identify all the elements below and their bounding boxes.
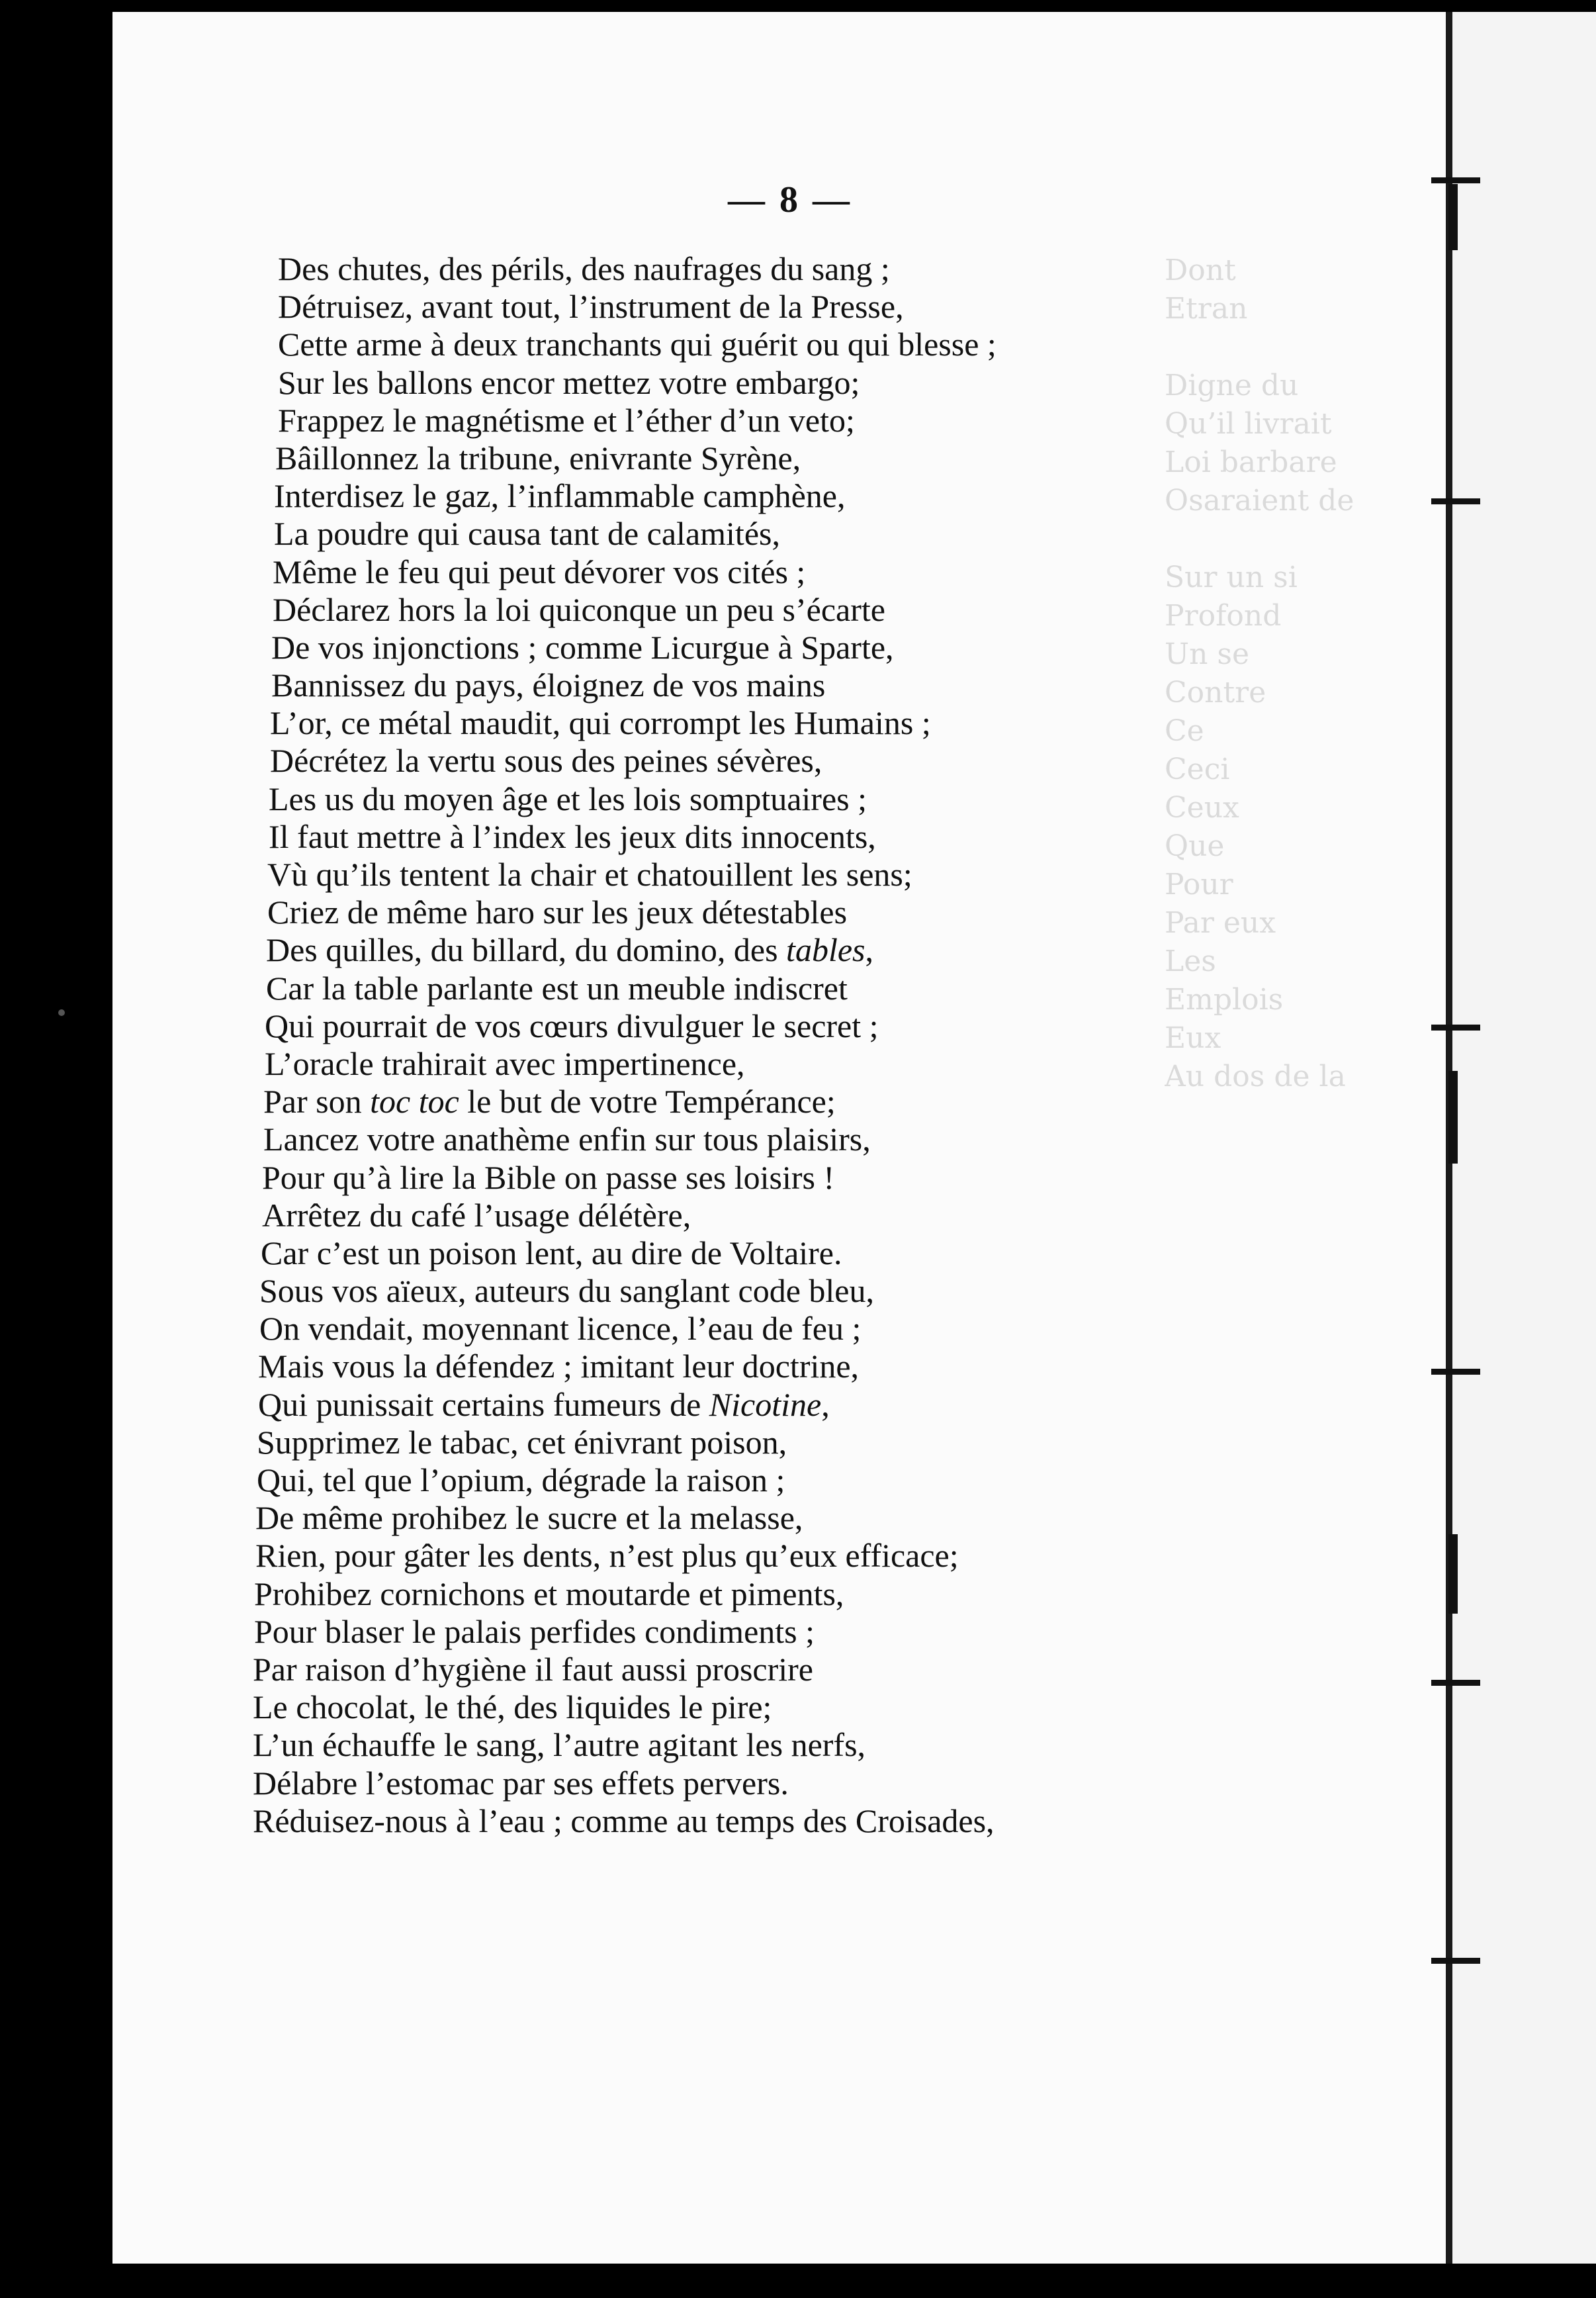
verse-line (259, 1272, 1270, 1310)
verse-line (257, 1424, 1270, 1461)
verse-line (278, 250, 1270, 288)
verse-segment: Cette arme à deux tranchants qui guérit ou qui blesse ; (278, 326, 997, 363)
binding-mark (1448, 1534, 1458, 1614)
binding-mark (1448, 184, 1458, 250)
verse-line (258, 1386, 1270, 1424)
verse-line (269, 818, 1270, 856)
bleed-through-line: Contre (1165, 676, 1266, 710)
verse-line (262, 1159, 1270, 1197)
verse-segment: Car la table parlante est un meuble indiscret (266, 969, 848, 1007)
bleed-through-line: Ceci (1165, 753, 1230, 786)
verse-segment: Il faut mettre à l’index les jeux dits innocents, (269, 817, 876, 855)
verse-line (270, 742, 1270, 780)
verse-segment: Réduisez-nous à l’eau ; comme au temps des Croisades, (253, 1802, 995, 1839)
verse-segment: Pour blaser le palais perfides condiments ; (254, 1612, 815, 1650)
verse-line (266, 931, 1270, 969)
verse-line (255, 1499, 1270, 1537)
verse-line (274, 477, 1270, 515)
verse-segment: Par raison d’hygiène il faut aussi proscrire (253, 1650, 813, 1688)
verse-segment: Bannissez du pays, éloignez de vos mains (271, 666, 826, 704)
verse-segment: L’un échauffe le sang, l’autre agitant les nerfs, (253, 1726, 866, 1764)
verse-line (278, 326, 1270, 363)
verse-line (267, 856, 1270, 894)
verse-segment: Sur les ballons encor mettez votre embargo; (278, 363, 860, 401)
verse-segment: La poudre qui causa tant de calamités, (274, 515, 780, 553)
verse-segment: Lancez votre anathème enfin sur tous plaisirs, (263, 1121, 871, 1158)
bleed-through-line: Loi barbare (1165, 445, 1337, 479)
bleed-through-line: Ce (1165, 714, 1204, 748)
verse-segment: Arrêtez du café l’usage délétère, (262, 1196, 691, 1234)
verse-segment: Des chutes, des périls, des naufrages du sang ; (278, 250, 890, 287)
bleed-through-line: Digne du (1165, 369, 1299, 402)
verse-segment: De même prohibez le sucre et la melasse, (255, 1499, 803, 1537)
bleed-through-line: Qu’il livrait (1165, 407, 1332, 441)
verse-line (271, 666, 1270, 704)
bleed-through-line: Emplois (1165, 983, 1284, 1017)
verse-segment: Sous vos aïeux, auteurs du sanglant code bleu, (259, 1272, 874, 1310)
verse-line (253, 1726, 1270, 1764)
binding-mark (1431, 1680, 1480, 1686)
verse-line (266, 970, 1270, 1007)
verse-line (253, 1802, 1270, 1840)
verse-segment: Frappez le magnétisme et l’éther d’un veto; (278, 401, 855, 439)
verse-segment: Qui punissait certains fumeurs de (258, 1385, 709, 1423)
verse-segment: Interdisez le gaz, l’inflammable camphène, (274, 477, 846, 515)
verse-segment: Bâillonnez la tribune, enivrante Syrène, (275, 439, 801, 477)
bleed-through-line: Dont (1165, 253, 1236, 287)
verse-segment: Criez de même haro sur les jeux détestables (267, 894, 848, 931)
verse-line (278, 402, 1270, 439)
binding-mark (1431, 1369, 1480, 1375)
verse-segment: Car c’est un poison lent, au dire de Voltaire. (261, 1234, 842, 1271)
binding-mark (1431, 498, 1480, 504)
verse-line (263, 1121, 1270, 1158)
bleed-through-line: Profond (1165, 599, 1282, 633)
binding-mark (1431, 1025, 1480, 1031)
verse-line (278, 364, 1270, 402)
verse-segment: Par son (263, 1083, 371, 1121)
verse-segment: Pour qu’à lire la Bible on passe ses loisirs ! (262, 1158, 835, 1196)
verse-segment: L’or, ce métal maudit, qui corrompt les Humains ; (270, 704, 931, 742)
verse-emphasis: Nicotine (709, 1385, 822, 1423)
verse-line (259, 1310, 1270, 1348)
poem-text (253, 250, 1270, 1840)
verse-segment: De vos injonctions ; comme Licurgue à Sparte, (271, 628, 894, 666)
page-number: — 8 — (728, 179, 852, 220)
verse-segment: Supprimez le tabac, cet énivrant poison, (257, 1423, 787, 1461)
bleed-through-line: Que (1165, 829, 1225, 863)
verse-line (265, 1045, 1270, 1083)
verse-line (254, 1575, 1270, 1613)
verse-line (253, 1651, 1270, 1688)
bleed-through-line: Pour (1165, 868, 1233, 901)
verse-line (278, 288, 1270, 326)
binding-mark (1431, 177, 1480, 183)
bleed-through-line: Etran (1165, 292, 1248, 326)
verse-segment: Décrétez la vertu sous des peines sévères, (270, 742, 822, 780)
verse-line (253, 1688, 1270, 1726)
verse-line (262, 1197, 1270, 1234)
verse-segment: Vù qu’ils tentent la chair et chatouillent les sens; (267, 856, 912, 893)
bleed-through-line: Les (1165, 944, 1216, 978)
verse-segment: On vendait, moyennant licence, l’eau de feu ; (259, 1310, 862, 1348)
verse-line (271, 629, 1270, 666)
verse-segment: , (865, 931, 873, 969)
adjacent-page-edge (1446, 12, 1596, 2264)
verse-line (254, 1613, 1270, 1651)
verse-segment: Des quilles, du billard, du domino, des (266, 931, 787, 969)
verse-line (265, 1007, 1270, 1045)
verse-line (258, 1348, 1270, 1385)
verse-segment: Qui, tel que l’opium, dégrade la raison ; (257, 1461, 785, 1498)
verse-segment: Rien, pour gâter les dents, n’est plus qu’eux efficace; (255, 1537, 959, 1575)
verse-segment: Qui pourrait de vos cœurs divulguer le secret ; (265, 1007, 879, 1044)
binding-mark (1448, 1071, 1458, 1164)
verse-line (255, 1537, 1270, 1575)
verse-segment: Les us du moyen âge et les lois somptuaires ; (269, 780, 867, 817)
verse-segment: le but de votre Tempérance; (459, 1083, 836, 1121)
bleed-through-line: Eux (1165, 1021, 1221, 1055)
verse-line (257, 1461, 1270, 1499)
verse-emphasis: tables (786, 931, 865, 969)
verse-line (253, 1765, 1270, 1802)
verse-segment: Même le feu qui peut dévorer vos cités ; (273, 553, 806, 590)
verse-line (270, 704, 1270, 742)
verse-segment: Le chocolat, le thé, des liquides le pire; (253, 1688, 772, 1726)
verse-line (273, 553, 1270, 591)
verse-line (263, 1083, 1270, 1121)
verse-segment: Détruisez, avant tout, l’instrument de la Presse, (278, 288, 904, 326)
binding-mark (1431, 1958, 1480, 1964)
verse-segment: L’oracle trahirait avec impertinence, (265, 1044, 745, 1082)
verse-line (274, 515, 1270, 553)
verse-segment: Prohibez cornichons et moutarde et piments, (254, 1575, 844, 1612)
bleed-through-line: Par eux (1165, 906, 1276, 940)
verse-segment: , (821, 1385, 830, 1423)
verse-segment: Mais vous la défendez ; imitant leur doctrine, (258, 1348, 860, 1385)
bleed-through-line: Osaraient de (1165, 484, 1354, 518)
verse-line (269, 780, 1270, 818)
verse-line (275, 439, 1270, 477)
scan-speck (58, 1009, 65, 1016)
verse-line (273, 591, 1270, 629)
bleed-through-line: Au dos de la (1165, 1060, 1346, 1093)
verse-line (261, 1234, 1270, 1272)
bleed-through-line: Ceux (1165, 791, 1239, 825)
bleed-through-line: Un se (1165, 637, 1250, 671)
bleed-through-line: Sur un si (1165, 561, 1298, 594)
verse-segment: Délabre l’estomac par ses effets pervers. (253, 1764, 789, 1802)
verse-emphasis: toc toc (370, 1083, 459, 1121)
verse-line (267, 894, 1270, 931)
verse-segment: Déclarez hors la loi quiconque un peu s’écarte (273, 590, 885, 628)
